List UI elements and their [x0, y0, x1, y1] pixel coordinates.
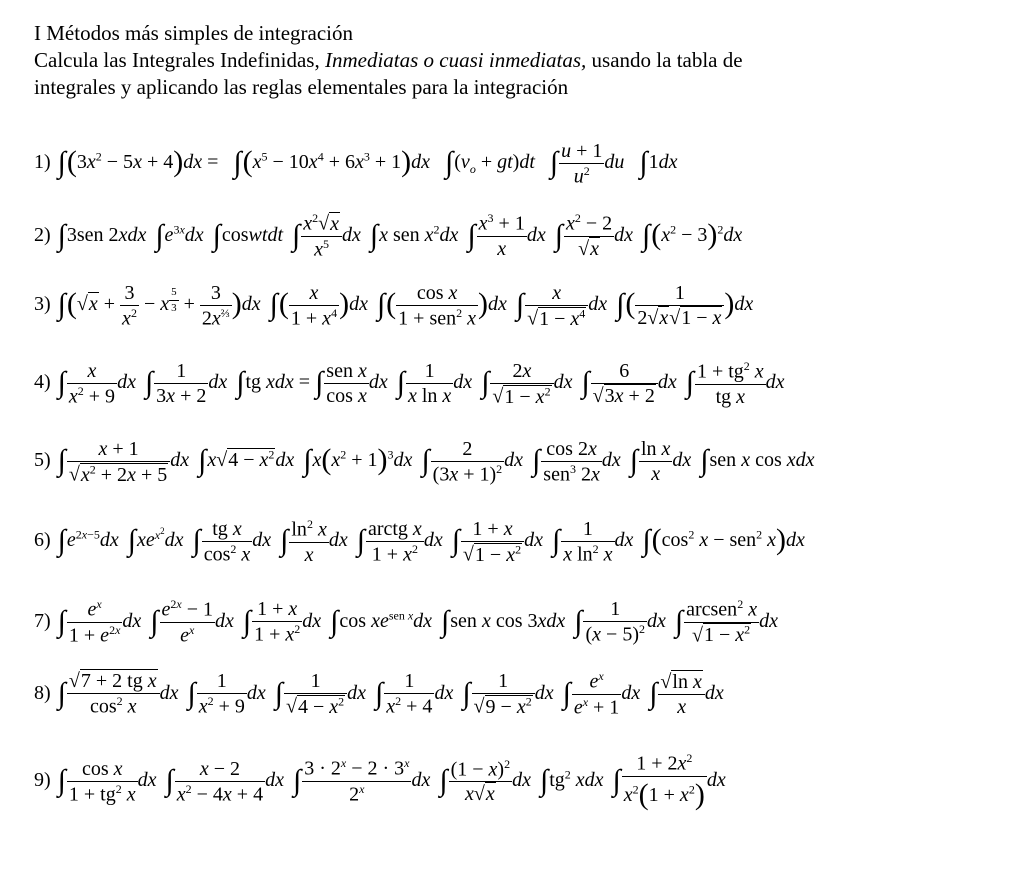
- integral-7-1: ∫ $\frac{e^x}{1 + e^{2x}}$ dx: [57, 597, 142, 647]
- integral-2-1: ∫3sen 2xdx: [57, 218, 147, 252]
- integral-7-2: ∫ $\frac{e^{2x} - 1}{e^x}$ dx: [150, 597, 234, 647]
- integral-3-5: ∫( $\frac{1}{2√x√1 - x}$ )dx: [616, 282, 754, 330]
- integral-8-6: ∫ $\frac{e^x}{e^x + 1}$ dx: [562, 669, 641, 719]
- integral-4-5: ∫ $\frac{2x}{√1 - x^2}$ dx: [481, 360, 573, 408]
- integral-4-1: ∫ $\frac{x}{x^2 + 9}$ dx: [57, 360, 136, 408]
- integral-9-5: $\int tg^2$ xdx: [539, 763, 604, 797]
- exercise-row-7: [34, 598, 788, 646]
- integral-2-6: ∫ $\frac{x^3 + 1}{x}$ dx: [467, 211, 546, 260]
- integral-7-5: ∫sen x cos 3xdx: [441, 604, 566, 638]
- row-number: 2): [34, 223, 51, 246]
- integral-1-5: ∫1dx: [639, 146, 678, 180]
- integral-1-1: $\int(3x^2 - 5x + 4)dx$ =: [57, 145, 219, 180]
- integral-1-4: ∫ $\frac{u + 1}{u^2}$ du: [549, 140, 625, 188]
- integral-6-2: $\int xe^{x^2}dx$: [127, 524, 184, 558]
- integral-4-3: ∫tg xdx = ∫ $\frac{\text{sen x}}{\text{cos x}}$ dx: [236, 360, 388, 408]
- integral-6-1: $\int e^{2x-5}dx$: [57, 524, 119, 558]
- integral-6-6: ∫ $\frac{1 + x}{√1 - x^2}$ dx: [451, 518, 543, 566]
- integral-3-2: ∫( $\frac{x}{1 + x^4}$ )dx: [269, 282, 368, 330]
- integral-2-4: ∫ $\frac{x^2√x}{x^5}$ dx: [292, 211, 361, 261]
- row-number: 5): [34, 449, 51, 472]
- integral-5-2: $\int x√4 - x^2dx$: [198, 444, 295, 478]
- document-header: [34, 20, 743, 101]
- integral-8-5: ∫ $\frac{1}{√9 - x^2}$ dx: [462, 670, 554, 718]
- integral-7-4: ∫cos $xe^{sen x}dx$: [330, 604, 433, 638]
- row-number: 7): [34, 609, 51, 632]
- integral-4-7: ∫ $\frac{1 + tg^2 x}{\text{tg x}}$ dx: [685, 359, 785, 408]
- integral-4-6: ∫ $\frac{6}{√3x + 2}$ dx: [581, 360, 677, 408]
- integral-6-5: ∫ $\frac{\text{arctg x}}{1 + x^2}$ dx: [356, 518, 443, 566]
- exercise-row-8: [34, 670, 734, 718]
- integral-2-7: ∫ $\frac{x^2 - 2}{√x}$ dx: [554, 211, 633, 260]
- integral-2-3: ∫coswtdt: [212, 218, 283, 252]
- integral-6-4: ∫ $\frac{\ln^2 x}{x}$ dx: [280, 517, 348, 566]
- exercise-row-5: [34, 438, 825, 486]
- integral-3-4: ∫ $\frac{x}{√1 - x^4}$ dx: [515, 282, 608, 330]
- integral-8-7: ∫ $\frac{\text{√ln x}}{x}$ dx: [649, 670, 724, 718]
- integral-4-4: ∫ $\frac{1}{\text{x ln x}}$ dx: [396, 360, 473, 408]
- row-number: 3): [34, 293, 51, 316]
- integral-5-7: ∫sen x cos xdx: [700, 444, 815, 478]
- integral-8-1: ∫ $\frac{\text{√7 + 2 tg x}}{\cos^2 x}$ dx: [57, 670, 179, 718]
- integral-7-7: ∫ $\frac{arcsen^2 x}{√1 - x^2}$ dx: [674, 597, 778, 647]
- integral-1-2: $\int(x^5 - 10x^4 + 6x^3 + 1)dx$: [233, 145, 431, 180]
- row-number: 9): [34, 768, 51, 791]
- integral-5-1: ∫ $\frac{x + 1}{√x^2 + 2x + 5}$ dx: [57, 438, 190, 486]
- instructions-line-1: Calcula las Integrales Indefinidas, Inmediatas o cuasi inmediatas, usando la tabla de: [34, 48, 743, 72]
- integral-9-3: ∫ $\frac{3 \cdot 2^x - 2 \cdot 3^x}{2^x}$ dx: [292, 756, 431, 806]
- integral-9-6: ∫ $\frac{1 + 2x^2}{x^2(1 + x^2)}$ dx: [612, 751, 726, 811]
- integral-6-7: ∫ $\frac{1}{x \ln^2 x}$ dx: [551, 518, 634, 566]
- section-title: I Métodos más simples de integración: [34, 21, 354, 45]
- row-number: 1): [34, 151, 51, 174]
- exercise-row-3: [34, 282, 763, 330]
- integral-6-3: ∫ $\frac{\text{tg x}}{\cos^2 x}$ dx: [192, 518, 272, 566]
- exercise-row-2: [34, 212, 752, 260]
- integral-6-8: $\int(\cos^2$ x − sen$^2$ x)dx: [642, 523, 805, 558]
- integral-3-3: ∫( $\frac{\text{cos x}}{1 + sen^2 x}$ )dx: [376, 282, 507, 330]
- integral-9-2: ∫ $\frac{x - 2}{x^2 - 4x + 4}$ dx: [165, 757, 284, 806]
- row-number: 4): [34, 371, 51, 394]
- integral-5-4: ∫ $\frac{2}{(3x + 1)^2}$ dx: [421, 438, 524, 486]
- integral-5-5: ∫ $\frac{\cos 2x}{sen^3 2x}$ dx: [532, 438, 621, 486]
- integral-7-3: ∫ $\frac{1 + x}{1 + x^2}$ dx: [242, 598, 322, 646]
- exercise-row-4: [34, 360, 795, 408]
- exercise-row-6: [34, 518, 815, 566]
- integral-2-2: $\int e^{3x}dx$: [155, 218, 204, 252]
- integral-5-6: ∫ $\frac{\text{ln x}}{x}$ dx: [629, 438, 692, 486]
- integral-2-8: $\int(x^2 - 3)^2dx$: [642, 217, 743, 252]
- integral-8-3: ∫ $\frac{1}{√4 - x^2}$ dx: [274, 670, 367, 718]
- integral-7-6: ∫ $\frac{1}{(x - 5)^2}$ dx: [574, 598, 666, 646]
- integral-9-4: ∫ $\frac{(1 - x)^2}{x√x}$ dx: [439, 756, 531, 806]
- integral-8-2: ∫ $\frac{1}{x^2 + 9}$ dx: [187, 670, 266, 718]
- integral-8-4: ∫ $\frac{1}{x^2 + 4}$ dx: [375, 670, 454, 718]
- integral-4-2: ∫ $\frac{1}{3x + 2}$ dx: [144, 360, 228, 408]
- row-number: 6): [34, 529, 51, 552]
- integral-9-1: ∫ $\frac{\text{cos x}}{1 + tg^2 x}$ dx: [57, 757, 157, 806]
- exercise-row-1: [34, 140, 688, 188]
- integral-2-5: ∫x sen $x^2dx$: [369, 218, 459, 252]
- integral-1-3: $\int(v_o + gt)dt$: [445, 146, 535, 180]
- exercise-row-9: [34, 752, 736, 811]
- integral-5-3: $\int x(x^2 + 1)^3dx$: [303, 443, 413, 478]
- integral-3-1: ∫(√x + $\frac{3}{x^2}$ − x $^{\frac{5}{3}}$ + $\frac{3}{2x^{\frac{2}{3}}}$ )dx: [57, 282, 261, 330]
- instructions-line-2: integrales y aplicando las reglas elementales para la integración: [34, 75, 569, 99]
- row-number: 8): [34, 681, 51, 704]
